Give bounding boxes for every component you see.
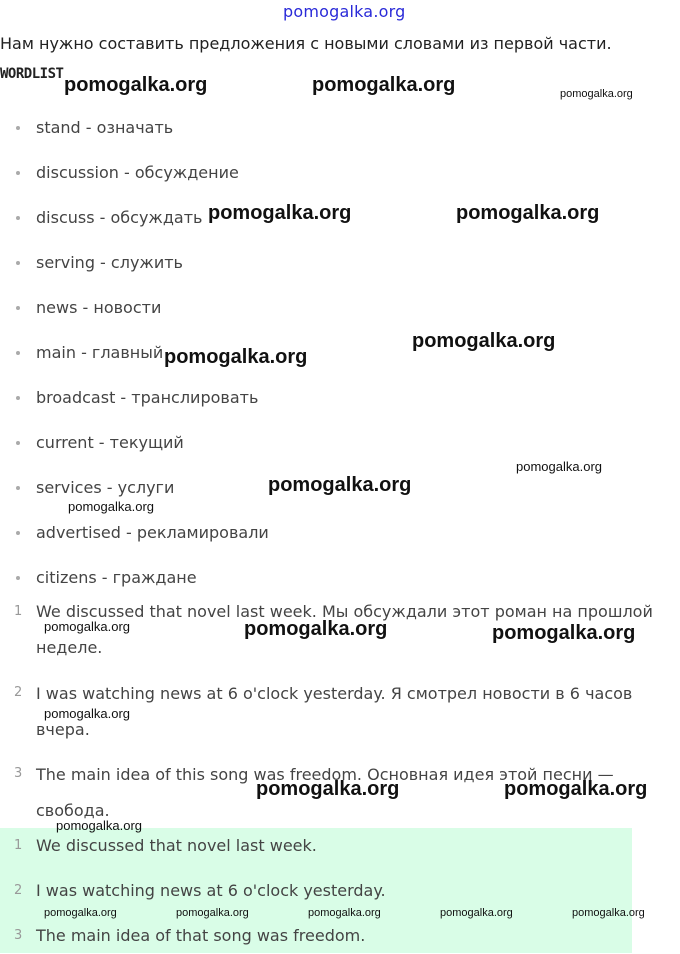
word-entry: serving - служить xyxy=(36,253,183,272)
watermark: pomogalka.org xyxy=(56,818,142,833)
watermark: pomogalka.org xyxy=(44,907,117,919)
watermark: pomogalka.org xyxy=(176,907,249,919)
word-entry: discussion - обсуждение xyxy=(36,163,239,182)
bullet-icon xyxy=(16,216,20,220)
watermark: pomogalka.org xyxy=(560,88,633,100)
watermark: pomogalka.org xyxy=(208,202,352,224)
word-entry: discuss - обсуждать xyxy=(36,208,203,227)
watermark: pomogalka.org xyxy=(164,346,308,368)
bullet-icon xyxy=(16,396,20,400)
word-entry: current - текущий xyxy=(36,433,184,452)
answer-text: We discussed that novel last week. xyxy=(36,836,317,855)
word-entry: services - услуги xyxy=(36,478,175,497)
watermark: pomogalka.org xyxy=(516,459,602,474)
answer-text: The main idea of that song was freedom. xyxy=(36,926,366,945)
answer-number: 2 xyxy=(14,883,23,898)
bullet-icon xyxy=(16,351,20,355)
word-entry: stand - означать xyxy=(36,118,174,137)
example-number: 2 xyxy=(14,685,23,700)
word-entry: news - новости xyxy=(36,298,162,317)
example-text: The main idea of this song was freedom. Основная идея этой песни — свобода. xyxy=(36,765,614,820)
answer-text: I was watching news at 6 o'clock yesterday. xyxy=(36,881,386,900)
bullet-icon xyxy=(16,126,20,130)
word-entry: broadcast - транслировать xyxy=(36,388,259,407)
word-entry: citizens - граждане xyxy=(36,568,197,587)
wordlist-heading: WORDLIST xyxy=(0,66,64,82)
watermark: pomogalka.org xyxy=(256,778,400,800)
watermark: pomogalka.org xyxy=(492,622,636,644)
watermark: pomogalka.org xyxy=(44,706,130,721)
intro-text: Нам нужно составить предложения с новыми словами из первой части. xyxy=(0,34,612,53)
bullet-icon xyxy=(16,576,20,580)
bullet-icon xyxy=(16,306,20,310)
bullet-icon xyxy=(16,441,20,445)
watermark: pomogalka.org xyxy=(268,474,412,496)
answer-number: 1 xyxy=(14,838,23,853)
watermark: pomogalka.org xyxy=(572,907,645,919)
word-entry: advertised - рекламировали xyxy=(36,523,269,542)
word-entry: main - главный xyxy=(36,343,164,362)
watermark: pomogalka.org xyxy=(44,619,130,634)
bullet-icon xyxy=(16,261,20,265)
watermark: pomogalka.org xyxy=(64,74,208,96)
watermark: pomogalka.org xyxy=(412,330,556,352)
bullet-icon xyxy=(16,171,20,175)
watermark: pomogalka.org xyxy=(312,74,456,96)
answer-number: 3 xyxy=(14,928,23,943)
bullet-icon xyxy=(16,486,20,490)
watermark: pomogalka.org xyxy=(68,499,154,514)
bullet-icon xyxy=(16,531,20,535)
example-number: 1 xyxy=(14,604,23,619)
watermark: pomogalka.org xyxy=(308,907,381,919)
watermark: pomogalka.org xyxy=(440,907,513,919)
site-logo: pomogalka.org xyxy=(283,2,406,21)
example-number: 3 xyxy=(14,766,23,781)
example-text: We discussed that novel last week. Мы обсуждали этот роман на прошлой неделе. xyxy=(36,602,653,657)
watermark: pomogalka.org xyxy=(504,778,648,800)
watermark: pomogalka.org xyxy=(456,202,600,224)
example-text: I was watching news at 6 o'clock yesterday. Я смотрел новости в 6 часов вчера. xyxy=(36,684,633,739)
watermark: pomogalka.org xyxy=(244,618,388,640)
